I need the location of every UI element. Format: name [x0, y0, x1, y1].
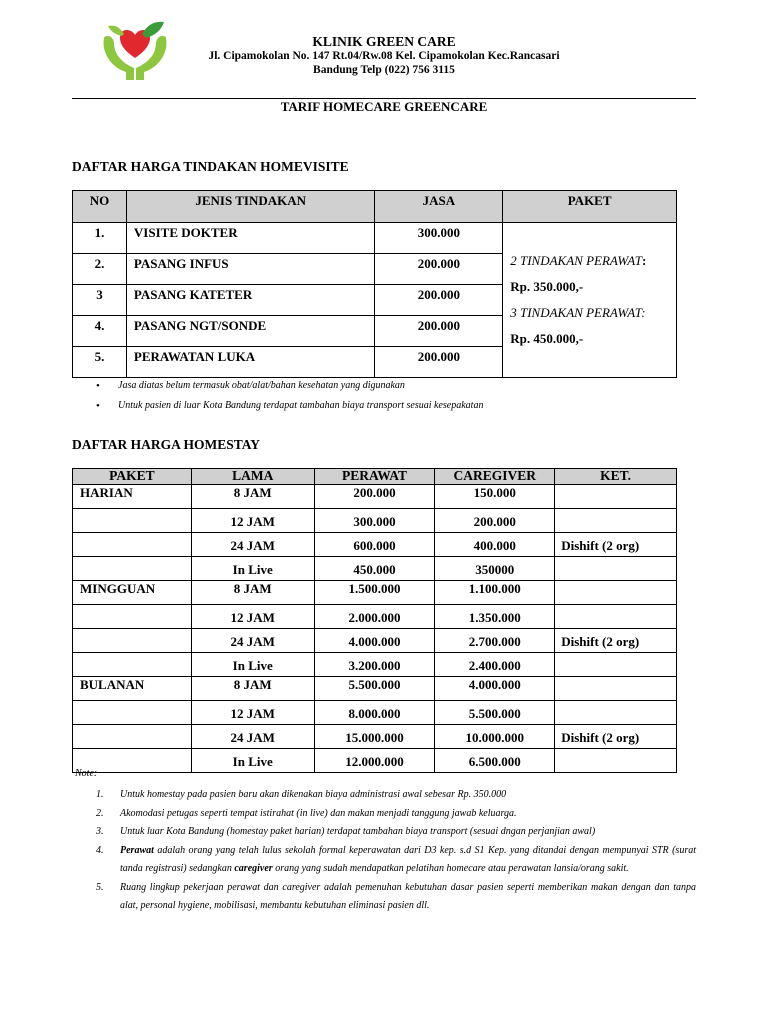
- row-note: [555, 557, 677, 581]
- row-service-price: 200.000: [375, 254, 503, 285]
- row-paket: [73, 653, 192, 677]
- row-perawat-price: 1.500.000: [314, 581, 435, 605]
- note-number: 5.: [96, 881, 104, 893]
- note-heading: Note:: [75, 768, 98, 779]
- homevisit-notes: [96, 378, 483, 418]
- row-note: [555, 581, 677, 605]
- row-service-price: 200.000: [375, 347, 503, 378]
- row-number: 3: [73, 285, 127, 316]
- table-row: [73, 701, 677, 725]
- note-number: 4.: [96, 844, 104, 856]
- homestay-price-table: [72, 468, 677, 773]
- table-row: [73, 485, 677, 509]
- list-item: [96, 879, 696, 916]
- paket-label-3: 3 TINDAKAN PERAWAT:: [510, 305, 646, 320]
- table-header-row: [73, 469, 677, 485]
- row-caregiver-price: 6.500.000: [435, 749, 555, 773]
- note-number: 1.: [96, 789, 104, 800]
- table-header-row: [73, 191, 677, 223]
- note-term-perawat: Perawat: [120, 844, 154, 856]
- table-row: [73, 653, 677, 677]
- row-duration: In Live: [191, 749, 314, 773]
- clinic-address: Jl. Cipamokolan No. 147 Rt.04/Rw.08 Kel. Cipamokolan Kec.Rancasari: [208, 50, 560, 62]
- table-row: [73, 509, 677, 533]
- row-duration: In Live: [191, 653, 314, 677]
- row-paket: [73, 509, 192, 533]
- row-caregiver-price: 350000: [435, 557, 555, 581]
- list-item: • Untuk pasien di luar Kota Bandung terdapat tambahan biaya transport sesuai kesepakatan: [96, 398, 483, 418]
- row-paket: [73, 557, 192, 581]
- clinic-city-phone: Bandung Telp (022) 756 3115: [313, 64, 455, 76]
- row-note: [555, 485, 677, 509]
- row-note: Dishift (2 org): [555, 533, 677, 557]
- row-duration: 12 JAM: [191, 701, 314, 725]
- note-text: Ruang lingkup pekerjaan perawat dan caregiver adalah pemenuhan kebutuhan dasar pasien seperti memberikan makan dengan dan tanpa alat, personal hygiene, mobilisasi, membantu kebutuhan eliminasi pasien dll.: [120, 881, 696, 911]
- row-duration: 12 JAM: [191, 605, 314, 629]
- row-paket: BULANAN: [73, 677, 192, 701]
- list-item: [96, 842, 696, 879]
- row-perawat-price: 600.000: [314, 533, 435, 557]
- row-caregiver-price: 2.400.000: [435, 653, 555, 677]
- row-perawat-price: 4.000.000: [314, 629, 435, 653]
- column-header-ket: KET.: [555, 469, 677, 485]
- homevisit-price-table: [72, 190, 677, 378]
- paket-cell: 2 TINDAKAN PERAWAT: Rp. 350.000,- 3 TINDAKAN PERAWAT: Rp. 450.000,-: [503, 223, 677, 378]
- row-caregiver-price: 1.100.000: [435, 581, 555, 605]
- row-caregiver-price: 10.000.000: [435, 725, 555, 749]
- row-paket: [73, 533, 192, 557]
- column-header-no: NO: [73, 191, 127, 223]
- row-perawat-price: 300.000: [314, 509, 435, 533]
- note-text: Akomodasi petugas seperti tempat istirahat (in live) dan makan menjadi tanggung jawab keluarga.: [120, 807, 517, 819]
- row-note: [555, 509, 677, 533]
- note-text: Untuk homestay pada pasien baru akan dikenakan biaya administrasi awal sebesar Rp. 350.000: [120, 789, 507, 800]
- column-header-jasa: JASA: [375, 191, 503, 223]
- list-item: [96, 805, 696, 823]
- row-caregiver-price: 1.350.000: [435, 605, 555, 629]
- paket-price-2: Rp. 350.000,-: [510, 279, 584, 294]
- row-duration: 24 JAM: [191, 725, 314, 749]
- row-paket: MINGGUAN: [73, 581, 192, 605]
- note-text: Untuk luar Kota Bandung (homestay paket harian) terdapat tambahan biaya transport (sesuai dngan perjanjian awal): [120, 826, 596, 838]
- row-paket: [73, 725, 192, 749]
- table-row: [73, 677, 677, 701]
- column-header-paket: PAKET: [503, 191, 677, 223]
- row-service-name: VISITE DOKTER: [126, 223, 375, 254]
- row-caregiver-price: 5.500.000: [435, 701, 555, 725]
- list-item: [96, 823, 696, 841]
- row-note: [555, 749, 677, 773]
- row-paket: [73, 605, 192, 629]
- row-service-name: PASANG NGT/SONDE: [126, 316, 375, 347]
- row-duration: 8 JAM: [191, 485, 314, 509]
- column-header-caregiver: CAREGIVER: [435, 469, 555, 485]
- row-service-price: 200.000: [375, 285, 503, 316]
- row-caregiver-price: 150.000: [435, 485, 555, 509]
- table-row: [73, 581, 677, 605]
- homestay-section-title: DAFTAR HARGA HOMESTAY: [72, 437, 261, 452]
- row-number: 5.: [73, 347, 127, 378]
- note-number: 2.: [96, 807, 104, 819]
- table-row: [73, 557, 677, 581]
- row-perawat-price: 2.000.000: [314, 605, 435, 629]
- row-service-name: PASANG INFUS: [126, 254, 375, 285]
- table-row: [73, 223, 677, 254]
- table-row: [73, 533, 677, 557]
- note-text: orang yang sudah mendapatkan pelatihan homecare atau perawatan lansia/orang sakit.: [272, 863, 629, 875]
- row-duration: 12 JAM: [191, 509, 314, 533]
- row-perawat-price: 3.200.000: [314, 653, 435, 677]
- note-text: adalah orang yang telah lulus sekolah formal keperawatan dari D3 kep. s.d S1 Kep. yang ditandai dengan mempunyai STR (surat tanda registrasi) sedangkan: [120, 844, 696, 875]
- row-service-name: PERAWATAN LUKA: [126, 347, 375, 378]
- column-header-lama: LAMA: [191, 469, 314, 485]
- row-note: [555, 653, 677, 677]
- row-perawat-price: 12.000.000: [314, 749, 435, 773]
- row-service-name: PASANG KATETER: [126, 285, 375, 316]
- row-perawat-price: 200.000: [314, 485, 435, 509]
- row-caregiver-price: 200.000: [435, 509, 555, 533]
- row-service-price: 300.000: [375, 223, 503, 254]
- row-paket: HARIAN: [73, 485, 192, 509]
- note-number: 3.: [96, 826, 104, 838]
- paket-price-3: Rp. 450.000,-: [510, 331, 584, 346]
- document-title: TARIF HOMECARE GREENCARE: [280, 99, 488, 114]
- row-note: [555, 605, 677, 629]
- clinic-name: KLINIK GREEN CARE: [312, 34, 456, 49]
- column-header-paket: PAKET: [73, 469, 192, 485]
- column-header-jenis-tindakan: JENIS TINDAKAN: [126, 191, 375, 223]
- row-number: 4.: [73, 316, 127, 347]
- row-note: [555, 677, 677, 701]
- table-row: [73, 725, 677, 749]
- row-perawat-price: 450.000: [314, 557, 435, 581]
- row-number: 2.: [73, 254, 127, 285]
- row-note: Dishift (2 org): [555, 725, 677, 749]
- note-term-caregiver: caregiver: [234, 863, 273, 875]
- row-duration: 8 JAM: [191, 581, 314, 605]
- list-item: [96, 786, 696, 804]
- column-header-perawat: PERAWAT: [314, 469, 435, 485]
- list-item: • Jasa diatas belum termasuk obat/alat/bahan kesehatan yang digunakan: [96, 378, 483, 398]
- row-duration: 24 JAM: [191, 533, 314, 557]
- paket-label-2: 2 TINDAKAN PERAWAT: [510, 253, 642, 268]
- row-duration: In Live: [191, 557, 314, 581]
- row-perawat-price: 5.500.000: [314, 677, 435, 701]
- row-paket: [73, 629, 192, 653]
- row-note: Dishift (2 org): [555, 629, 677, 653]
- notes-list: [96, 786, 696, 916]
- row-perawat-price: 15.000.000: [314, 725, 435, 749]
- table-row: [73, 749, 677, 773]
- row-paket: [73, 701, 192, 725]
- row-caregiver-price: 400.000: [435, 533, 555, 557]
- letterhead: [0, 0, 768, 100]
- homevisit-section-title: DAFTAR HARGA TINDAKAN HOMEVISITE: [72, 159, 349, 174]
- row-service-price: 200.000: [375, 316, 503, 347]
- row-caregiver-price: 2.700.000: [435, 629, 555, 653]
- row-perawat-price: 8.000.000: [314, 701, 435, 725]
- row-number: 1.: [73, 223, 127, 254]
- row-duration: 24 JAM: [191, 629, 314, 653]
- table-row: [73, 605, 677, 629]
- row-caregiver-price: 4.000.000: [435, 677, 555, 701]
- row-note: [555, 701, 677, 725]
- row-duration: 8 JAM: [191, 677, 314, 701]
- table-row: [73, 629, 677, 653]
